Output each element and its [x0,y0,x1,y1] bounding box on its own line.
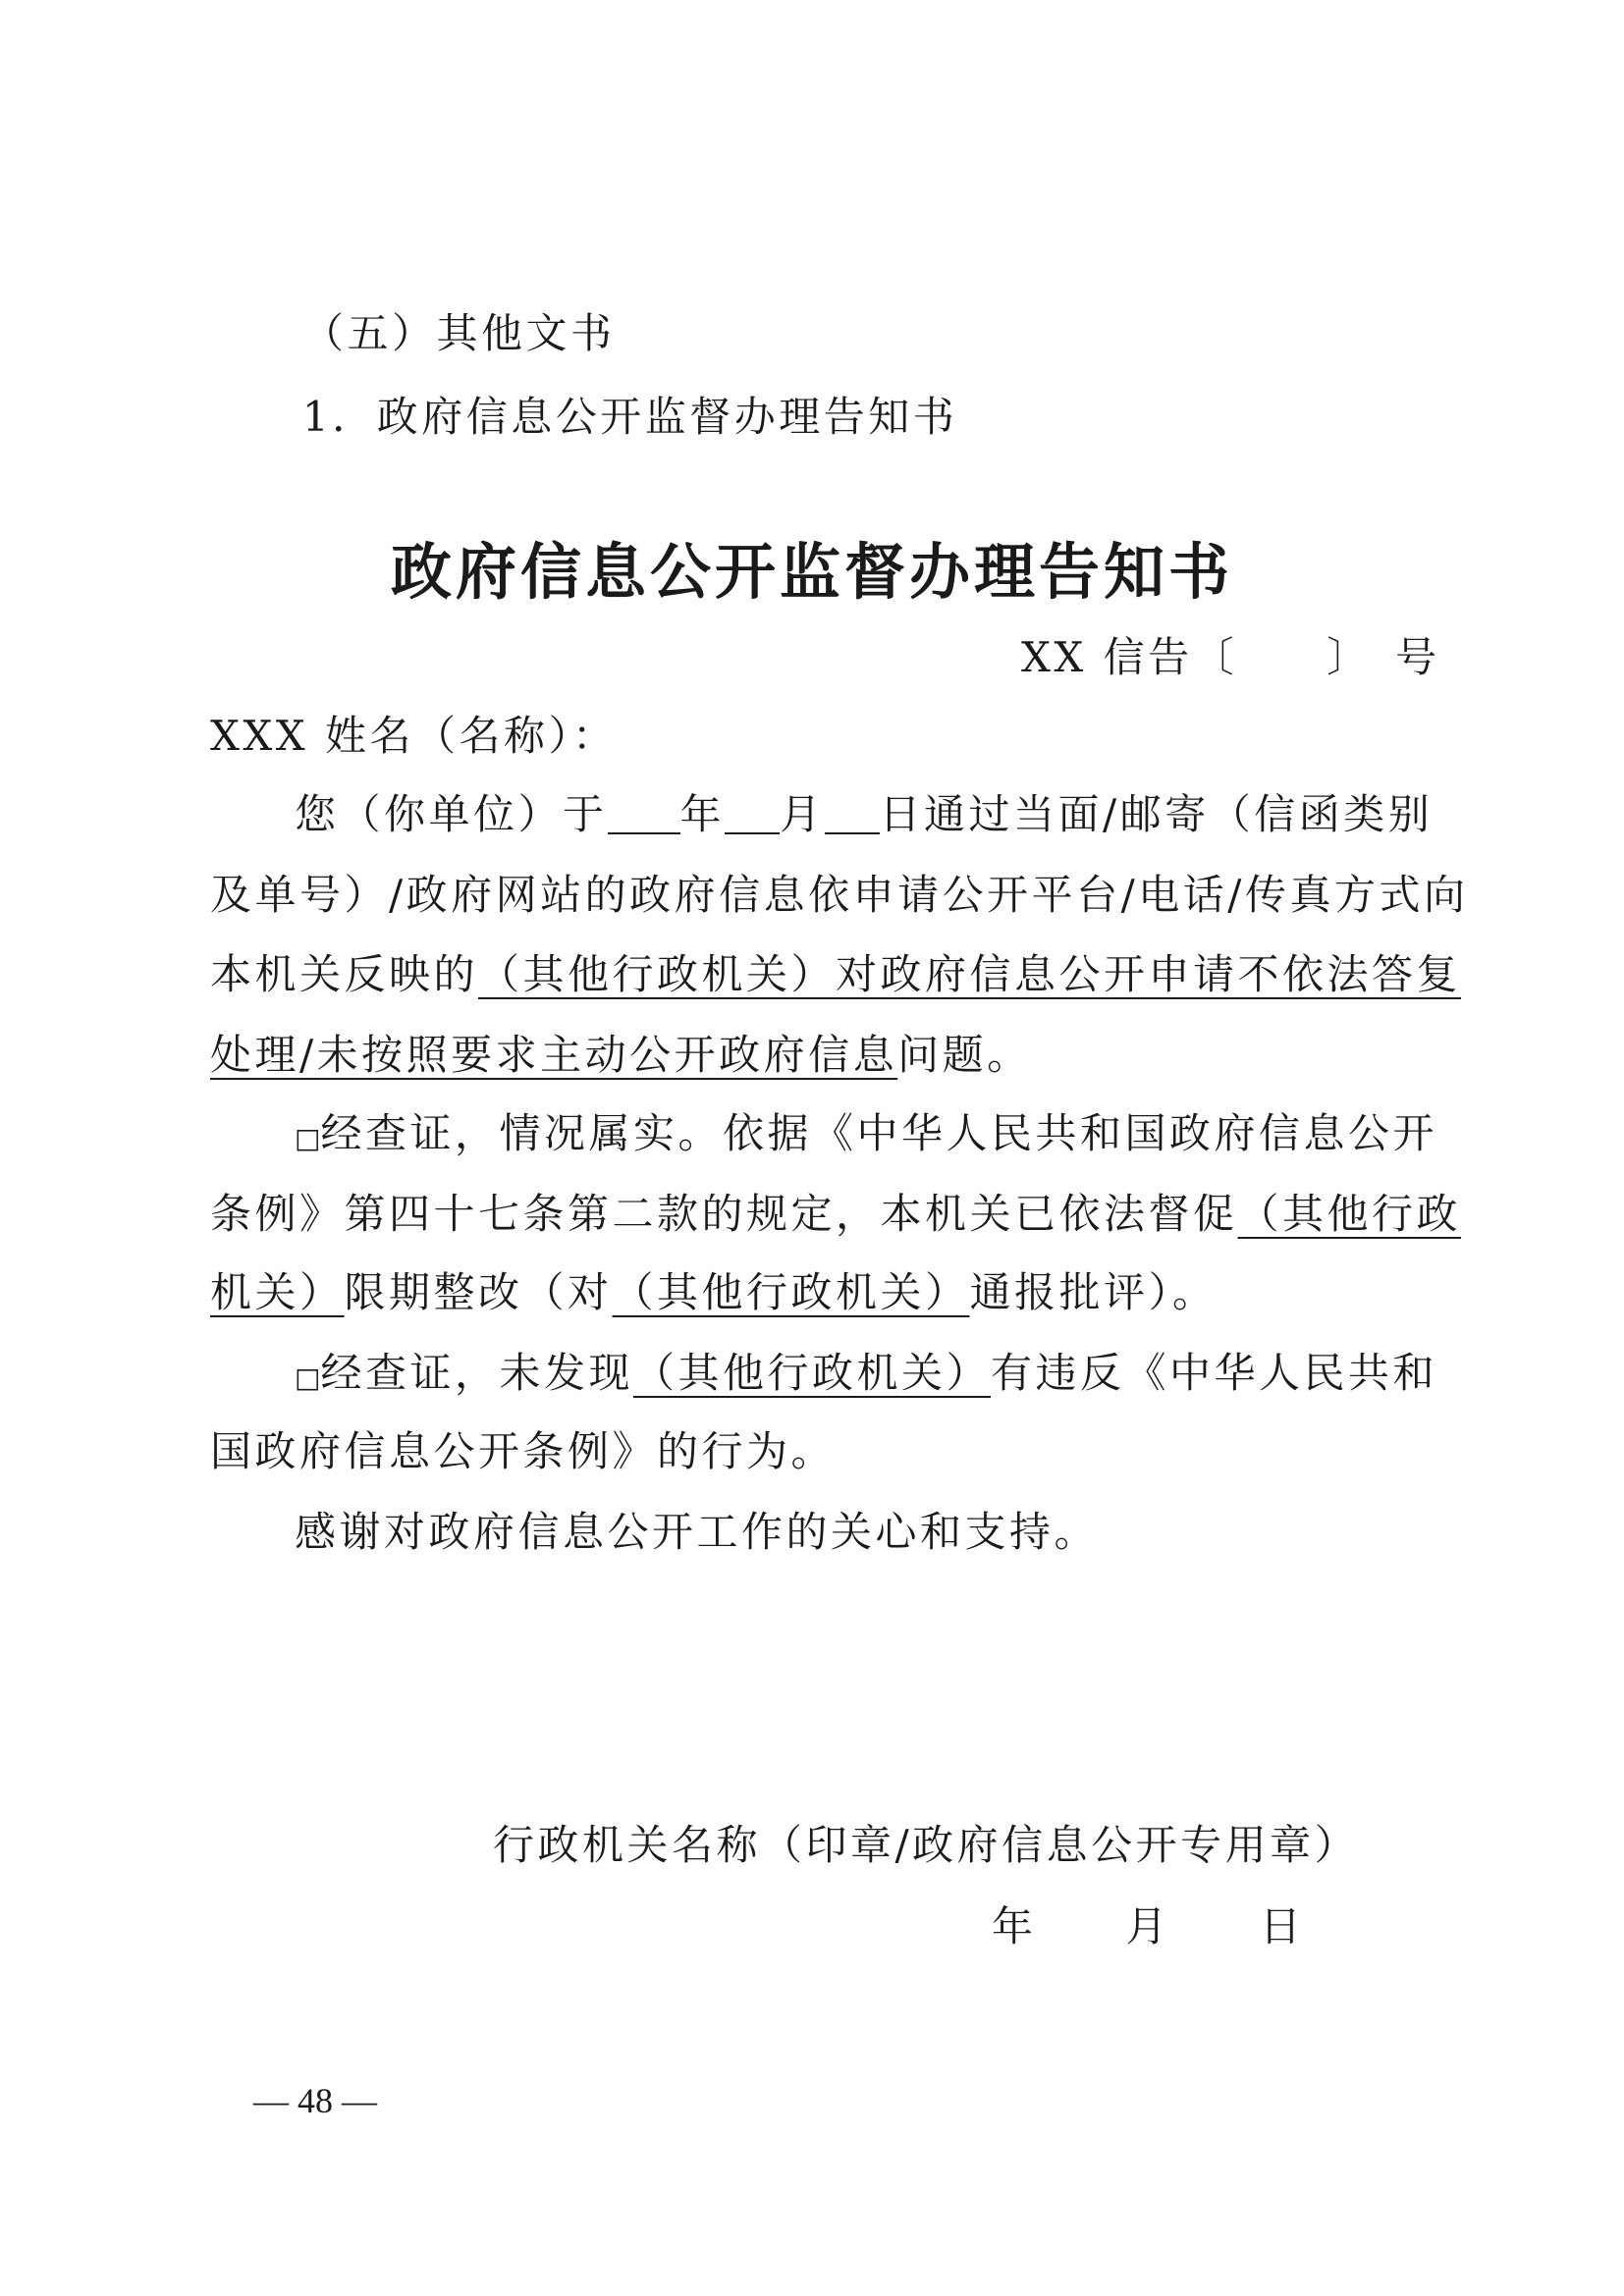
paragraph-3-line-1: □经查证，未发现（其他行政机关）有违反《中华人民共和 [295,1349,1438,1397]
section-item: 1．政府信息公开监督办理告知书 [302,393,958,441]
checkbox-2: □ [295,1362,321,1394]
paragraph-2-line-1: □经查证，情况属实。依据《中华人民共和国政府信息公开 [295,1109,1437,1157]
addressee: XXX 姓名（名称）： [210,712,618,760]
paragraph-2-line-3: 机关）限期整改（对（其他行政机关）通报批评）。 [210,1268,1218,1316]
paragraph-1-line-3: 本机关反映的（其他行政机关）对政府信息公开申请不依法答复 [210,950,1462,998]
closing-line: 感谢对政府信息公开工作的关心和支持。 [295,1508,1100,1556]
paragraph-3-line-2: 国政府信息公开条例》的行为。 [210,1427,837,1475]
page-number: — 48 — [253,2081,377,2120]
date-line: 年 月 日 [992,1902,1305,1950]
paragraph-1-line-2: 及单号）/政府网站的政府信息依申请公开平台/电话/传真方式向 [210,871,1469,919]
paragraph-2-line-2: 条例》第四十七条第二款的规定，本机关已依法督促（其他行政 [210,1190,1462,1238]
signature-line: 行政机关名称（印章/政府信息公开专用章） [493,1821,1360,1869]
checkbox-1: □ [295,1122,321,1154]
section-heading: （五）其他文书 [302,309,616,357]
paragraph-1-line-1: 您（你单位）于 年 月 日通过当面/邮寄（信函类别 [295,790,1434,838]
document-title: 政府信息公开监督办理告知书 [390,536,1233,608]
paragraph-1-line-4: 处理/未按照要求主动公开政府信息问题。 [210,1031,1032,1079]
document-number: XX 信告〔 〕 号 [1021,633,1440,681]
